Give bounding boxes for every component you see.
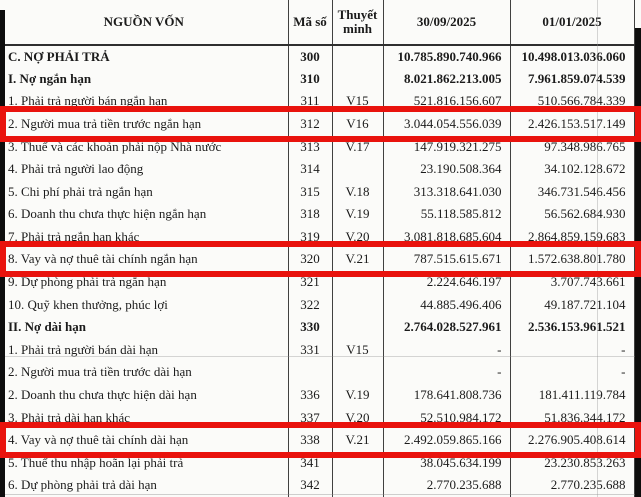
row-value-opening: 346.731.546.456 (510, 181, 634, 204)
row-note-ref: V16 (332, 113, 383, 136)
row-value-current: - (383, 339, 510, 362)
row-code: 310 (288, 68, 332, 91)
row-code: 320 (288, 248, 332, 271)
table-row (0, 384, 634, 407)
row-code: 338 (288, 429, 332, 452)
table-row (0, 339, 634, 362)
row-value-opening: 510.566.784.339 (510, 90, 634, 113)
row-value-current: 44.885.496.406 (383, 294, 510, 317)
row-code: 342 (288, 474, 332, 497)
row-value-current: 55.118.585.812 (383, 203, 510, 226)
row-value-opening: 7.961.859.074.539 (510, 68, 634, 91)
table-row (0, 181, 634, 204)
scan-artifact-bottom-line (0, 494, 641, 495)
row-note-ref (332, 158, 383, 181)
table-row (0, 45, 634, 68)
row-value-opening: 2.864.859.159.683 (510, 226, 634, 249)
row-label: 7. Phải trả ngắn hạn khác (8, 228, 140, 244)
row-value-opening: 56.562.684.930 (510, 203, 634, 226)
row-value-opening: 51.836.344.172 (510, 407, 634, 430)
row-value-current: 8.021.862.213.005 (383, 68, 510, 91)
row-code: 319 (288, 226, 332, 249)
row-value-current: 787.515.615.671 (383, 248, 510, 271)
row-value-opening: 1.572.638.801.780 (510, 248, 634, 271)
scan-artifact-horizontal-line (0, 356, 641, 357)
row-label: 3. Phải trả dài hạn khác (8, 409, 131, 425)
row-code: 312 (288, 113, 332, 136)
row-value-current: 178.641.808.736 (383, 384, 510, 407)
row-value-opening: 34.102.128.672 (510, 158, 634, 181)
row-note-ref: V15 (332, 339, 383, 362)
table-row (0, 203, 634, 226)
header-thuyet-minh: Thuyết minh (332, 0, 383, 45)
row-value-opening: - (510, 361, 634, 384)
row-label: 1. Phải trả người bán dài hạn (8, 341, 159, 357)
row-code (288, 361, 332, 384)
table-row (0, 68, 634, 91)
row-value-opening: 3.707.743.661 (510, 271, 634, 294)
row-code: 300 (288, 45, 332, 68)
row-code: 314 (288, 158, 332, 181)
row-label: 6. Doanh thu chưa thực hiện ngắn hạn (8, 206, 207, 222)
row-label: 5. Thuế thu nhập hoãn lại phải trả (8, 454, 184, 470)
row-code: 315 (288, 181, 332, 204)
table-header-row (0, 0, 634, 45)
row-value-opening: 49.187.721.104 (510, 294, 634, 317)
row-value-opening: 2.276.905.408.614 (510, 429, 634, 452)
row-label: II. Nợ dài hạn (8, 319, 87, 335)
table-row (0, 294, 634, 317)
row-label: 1. Phải trả người bán ngắn hạn (8, 93, 168, 109)
row-note-ref (332, 361, 383, 384)
row-note-ref: V.18 (332, 181, 383, 204)
row-label: 9. Dự phòng phải trả ngắn hạn (8, 274, 167, 290)
row-note-ref: V.19 (332, 384, 383, 407)
row-value-current: 2.770.235.688 (383, 474, 510, 497)
row-code: 336 (288, 384, 332, 407)
row-value-current: 313.318.641.030 (383, 181, 510, 204)
row-value-opening: 181.411.119.784 (510, 384, 634, 407)
row-value-current: - (383, 361, 510, 384)
row-note-ref (332, 316, 383, 339)
row-note-ref (332, 68, 383, 91)
row-code: 341 (288, 452, 332, 475)
table-row (0, 158, 634, 181)
row-note-ref: V.21 (332, 429, 383, 452)
row-label: 5. Chi phí phải trả ngắn hạn (8, 183, 153, 199)
row-value-current: 38.045.634.199 (383, 452, 510, 475)
row-value-opening: 2.426.153.517.149 (510, 113, 634, 136)
row-label: C. NỢ PHẢI TRẢ (8, 48, 110, 64)
row-value-current: 2.492.059.865.166 (383, 429, 510, 452)
row-code: 330 (288, 316, 332, 339)
row-label: 6. Dự phòng phải trả dài hạn (8, 477, 157, 493)
row-note-ref: V.21 (332, 248, 383, 271)
row-value-current: 23.190.508.364 (383, 158, 510, 181)
row-note-ref (332, 45, 383, 68)
row-value-current: 52.510.984.172 (383, 407, 510, 430)
row-value-current: 2.764.028.527.961 (383, 316, 510, 339)
row-label: 2. Người mua trả tiền trước ngắn hạn (8, 115, 202, 131)
row-value-current: 3.044.054.556.039 (383, 113, 510, 136)
row-value-opening: 2.770.235.688 (510, 474, 634, 497)
row-label: 2. Doanh thu chưa thực hiện dài hạn (8, 387, 197, 403)
row-note-ref: V15 (332, 90, 383, 113)
row-value-opening: 2.536.153.961.521 (510, 316, 634, 339)
header-nguon-von: NGUỒN VỐN (0, 0, 288, 45)
red-highlight-box (0, 241, 641, 277)
table-row (0, 361, 634, 384)
row-value-current: 3.081.818.685.604 (383, 226, 510, 249)
row-code: 313 (288, 135, 332, 158)
header-period-opening: 01/01/2025 (510, 0, 634, 45)
row-value-opening: 97.348.986.765 (510, 135, 634, 158)
row-value-current: 147.919.321.275 (383, 135, 510, 158)
row-value-current: 10.785.890.740.966 (383, 45, 510, 68)
row-label: 2. Người mua trả tiền trước dài hạn (8, 364, 192, 380)
row-label: 8. Vay và nợ thuê tài chính ngắn hạn (8, 251, 198, 267)
row-value-current: 521.816.156.607 (383, 90, 510, 113)
red-highlight-box (0, 422, 641, 458)
row-code: 318 (288, 203, 332, 226)
row-code: 321 (288, 271, 332, 294)
row-label: 4. Phải trả người lao động (8, 161, 144, 177)
row-note-ref: V.20 (332, 226, 383, 249)
row-label: 3. Thuế và các khoản phải nộp Nhà nước (8, 138, 222, 154)
red-highlight-box (0, 106, 641, 142)
row-note-ref (332, 294, 383, 317)
header-period-current: 30/09/2025 (383, 0, 510, 45)
row-value-opening: - (510, 339, 634, 362)
table-row (0, 316, 634, 339)
row-note-ref: V.19 (332, 203, 383, 226)
row-value-opening: 23.230.853.263 (510, 452, 634, 475)
row-code: 322 (288, 294, 332, 317)
row-code: 337 (288, 407, 332, 430)
row-code: 311 (288, 90, 332, 113)
row-code: 331 (288, 339, 332, 362)
row-note-ref: V.20 (332, 407, 383, 430)
row-value-current: 2.224.646.197 (383, 271, 510, 294)
row-note-ref: V.17 (332, 135, 383, 158)
row-label: 10. Quỹ khen thưởng, phúc lợi (8, 296, 168, 312)
row-value-opening: 10.498.013.036.060 (510, 45, 634, 68)
header-ma-so: Mã số (288, 0, 332, 45)
row-label: I. Nợ ngắn hạn (8, 70, 92, 86)
row-label: 4. Vay và nợ thuê tài chính dài hạn (8, 432, 189, 448)
